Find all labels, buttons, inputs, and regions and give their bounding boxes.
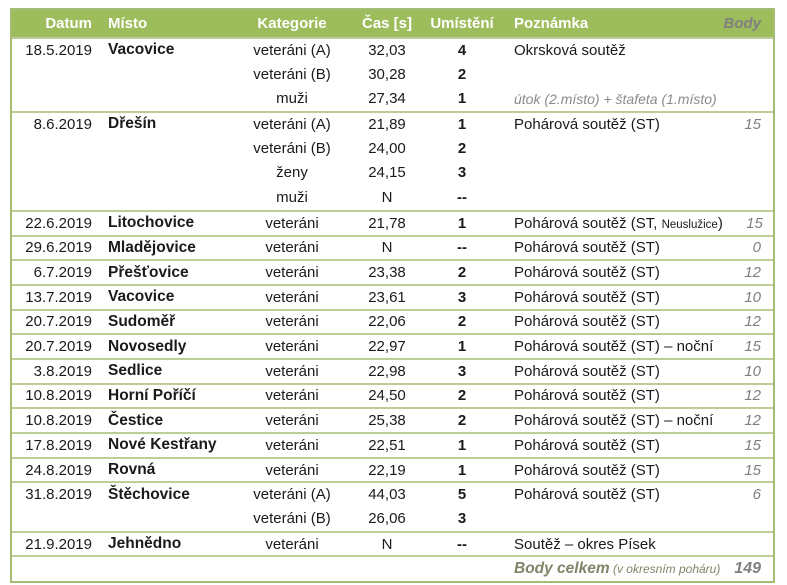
points-cell: 12 bbox=[744, 387, 761, 405]
date-cell: 10.8.2019 bbox=[25, 412, 92, 430]
time-cell: 21,89 bbox=[368, 115, 406, 133]
footer-label-cell bbox=[500, 560, 721, 578]
table-row bbox=[12, 358, 773, 383]
time-cell: 24,00 bbox=[368, 139, 406, 157]
note-cell bbox=[500, 387, 721, 404]
table-row bbox=[12, 235, 773, 260]
rank-cell: 2 bbox=[457, 387, 467, 405]
note-text: Pohárová soutěž (ST) bbox=[514, 362, 660, 380]
header-umisteni: Umístění bbox=[430, 15, 494, 32]
table-row bbox=[12, 531, 773, 556]
category-cell: veteráni (A) bbox=[253, 486, 331, 504]
date-cell: 22.6.2019 bbox=[25, 214, 92, 232]
date-cell: 17.8.2019 bbox=[25, 436, 92, 454]
time-cell: 23,38 bbox=[368, 264, 406, 282]
header-cas: Čas [s] bbox=[361, 15, 413, 32]
rank-cell: 1 bbox=[457, 338, 467, 356]
category-cell: veteráni bbox=[265, 239, 319, 257]
note-cell bbox=[500, 313, 721, 330]
category-cell: veteráni bbox=[265, 362, 319, 380]
header-datum: Datum bbox=[45, 15, 92, 32]
place-cell: Litochovice bbox=[108, 214, 195, 232]
note-cell bbox=[500, 338, 721, 355]
note-text: Pohárová soutěž (ST) bbox=[514, 436, 660, 454]
note-text: Pohárová soutěž (ST) – noční bbox=[514, 338, 714, 356]
note-cell bbox=[500, 289, 721, 306]
time-cell: 23,61 bbox=[368, 288, 406, 306]
category-cell: veteráni bbox=[265, 288, 319, 306]
note-text: Pohárová soutěž (ST) bbox=[514, 461, 660, 479]
date-cell: 10.8.2019 bbox=[25, 387, 92, 405]
table-footer-row bbox=[12, 555, 773, 581]
place-cell: Jehnědno bbox=[108, 535, 182, 553]
table-row bbox=[12, 210, 773, 235]
points-cell: 6 bbox=[752, 486, 761, 504]
time-cell: 22,06 bbox=[368, 313, 406, 331]
header-body: Body bbox=[723, 15, 761, 32]
time-cell: 24,50 bbox=[368, 387, 406, 405]
table-header-row bbox=[12, 10, 773, 37]
rank-cell: -- bbox=[457, 188, 467, 206]
date-cell: 3.8.2019 bbox=[33, 362, 92, 380]
time-cell: 21,78 bbox=[368, 214, 406, 232]
rank-cell: 3 bbox=[457, 362, 467, 380]
note-text: Pohárová soutěž (ST) bbox=[514, 313, 660, 331]
total-points-sublabel: (v okresním poháru) bbox=[609, 562, 721, 577]
rank-cell: -- bbox=[457, 239, 467, 257]
category-cell: veteráni bbox=[265, 214, 319, 232]
rank-cell: 5 bbox=[457, 486, 467, 504]
category-cell: veteráni (A) bbox=[253, 115, 331, 133]
time-cell: 24,15 bbox=[368, 164, 406, 182]
time-cell: 32,03 bbox=[368, 41, 406, 59]
table-row bbox=[12, 259, 773, 284]
place-cell: Horní Poříčí bbox=[108, 386, 196, 404]
place-cell: Přešťovice bbox=[108, 263, 189, 281]
category-cell: veteráni bbox=[265, 387, 319, 405]
category-cell: muži bbox=[276, 188, 308, 206]
note-text: Pohárová soutěž (ST) bbox=[514, 387, 660, 405]
category-cell: veteráni bbox=[265, 338, 319, 356]
place-cell: Rovná bbox=[108, 461, 156, 479]
note-text: Soutěž – okres Písek bbox=[514, 535, 656, 553]
note-text: útok (2.místo) + štafeta (1.místo) bbox=[514, 90, 717, 107]
note-cell bbox=[500, 42, 721, 59]
date-cell: 21.9.2019 bbox=[25, 535, 92, 553]
time-cell: 26,06 bbox=[368, 509, 406, 527]
table-row bbox=[12, 62, 773, 87]
place-cell: Sudoměř bbox=[108, 312, 176, 330]
date-cell: 20.7.2019 bbox=[25, 338, 92, 356]
date-cell: 31.8.2019 bbox=[25, 486, 92, 504]
note-post-text: ) bbox=[717, 214, 723, 232]
points-cell: 15 bbox=[744, 115, 761, 133]
table-row bbox=[12, 407, 773, 432]
category-cell: veteráni (B) bbox=[253, 139, 331, 157]
category-cell: ženy bbox=[276, 164, 308, 182]
header-misto: Místo bbox=[108, 15, 148, 32]
table-row bbox=[12, 383, 773, 408]
date-cell: 13.7.2019 bbox=[25, 288, 92, 306]
total-points-label: Body celkem bbox=[514, 560, 610, 578]
rank-cell: 1 bbox=[457, 115, 467, 133]
note-text: Pohárová soutěž (ST) bbox=[514, 239, 660, 257]
points-cell: 15 bbox=[744, 436, 761, 454]
note-text: Pohárová soutěž (ST) bbox=[514, 288, 660, 306]
date-cell: 6.7.2019 bbox=[33, 264, 92, 282]
note-cell bbox=[500, 116, 721, 133]
table-row bbox=[12, 160, 773, 185]
time-cell: 22,98 bbox=[368, 362, 406, 380]
note-text: Pohárová soutěž (ST) – noční bbox=[514, 412, 714, 430]
time-cell: 44,03 bbox=[368, 486, 406, 504]
note-cell bbox=[500, 91, 721, 107]
place-cell: Vacovice bbox=[108, 288, 175, 306]
note-text: Pohárová soutěž (ST, bbox=[514, 214, 662, 232]
time-cell: 25,38 bbox=[368, 412, 406, 430]
date-cell: 29.6.2019 bbox=[25, 239, 92, 257]
table-row bbox=[12, 284, 773, 309]
note-text: Pohárová soutěž (ST) bbox=[514, 486, 660, 504]
points-cell: 15 bbox=[744, 338, 761, 356]
category-cell: veteráni bbox=[265, 313, 319, 331]
table-row bbox=[12, 37, 773, 62]
place-cell: Vacovice bbox=[108, 41, 175, 59]
points-cell: 10 bbox=[744, 362, 761, 380]
rank-cell: 1 bbox=[457, 214, 467, 232]
table-row bbox=[12, 185, 773, 210]
table-row bbox=[12, 457, 773, 482]
results-table bbox=[10, 8, 775, 583]
time-cell: N bbox=[381, 239, 393, 257]
place-cell: Sedlice bbox=[108, 362, 163, 380]
points-cell: 15 bbox=[746, 214, 763, 232]
note-cell bbox=[500, 363, 721, 380]
note-cell bbox=[500, 536, 721, 553]
date-cell: 20.7.2019 bbox=[25, 313, 92, 331]
header-poznamka: Poznámka bbox=[514, 15, 589, 32]
note-cell bbox=[500, 264, 721, 281]
points-cell: 12 bbox=[744, 264, 761, 282]
date-cell: 18.5.2019 bbox=[25, 41, 92, 59]
time-cell: 30,28 bbox=[368, 65, 406, 83]
date-cell: 24.8.2019 bbox=[25, 461, 92, 479]
category-cell: veteráni bbox=[265, 264, 319, 282]
points-cell: 15 bbox=[744, 461, 761, 479]
category-cell: veteráni (B) bbox=[253, 509, 331, 527]
category-cell: veteráni (B) bbox=[253, 65, 331, 83]
note-cell bbox=[500, 437, 721, 454]
table-row bbox=[12, 481, 773, 506]
time-cell: 27,34 bbox=[368, 90, 406, 108]
note-cell bbox=[500, 486, 721, 503]
rank-cell: 2 bbox=[457, 313, 467, 331]
note-small-text: Neuslužice bbox=[661, 218, 718, 231]
place-cell: Štěchovice bbox=[108, 485, 190, 503]
category-cell: veteráni (A) bbox=[253, 41, 331, 59]
place-cell: Čestice bbox=[108, 411, 164, 429]
note-cell bbox=[500, 412, 721, 429]
note-cell bbox=[500, 462, 721, 479]
table-row bbox=[12, 86, 773, 111]
table-row bbox=[12, 136, 773, 161]
table-row bbox=[12, 333, 773, 358]
rank-cell: 1 bbox=[457, 461, 467, 479]
rank-cell: 3 bbox=[457, 164, 467, 182]
points-cell: 12 bbox=[744, 313, 761, 331]
rank-cell: 1 bbox=[457, 90, 467, 108]
table-row bbox=[12, 111, 773, 136]
note-text: Pohárová soutěž (ST) bbox=[514, 115, 660, 133]
header-kategorie: Kategorie bbox=[257, 15, 327, 32]
rank-cell: 2 bbox=[457, 65, 467, 83]
place-cell: Novosedly bbox=[108, 337, 187, 355]
table-row bbox=[12, 309, 773, 334]
time-cell: 22,51 bbox=[368, 436, 406, 454]
rank-cell: 1 bbox=[457, 436, 467, 454]
time-cell: 22,19 bbox=[368, 461, 406, 479]
rank-cell: 2 bbox=[457, 264, 467, 282]
points-cell: 10 bbox=[744, 288, 761, 306]
time-cell: 22,97 bbox=[368, 338, 406, 356]
category-cell: veteráni bbox=[265, 461, 319, 479]
note-cell bbox=[500, 239, 721, 256]
table-body bbox=[12, 37, 773, 555]
table-row bbox=[12, 506, 773, 531]
time-cell: N bbox=[381, 535, 393, 553]
place-cell: Mladějovice bbox=[108, 238, 196, 256]
place-cell: Nové Kestřany bbox=[108, 436, 217, 454]
rank-cell: -- bbox=[457, 535, 467, 553]
note-text: Okrsková soutěž bbox=[514, 41, 626, 59]
rank-cell: 3 bbox=[457, 288, 467, 306]
note-text: Pohárová soutěž (ST) bbox=[514, 264, 660, 282]
date-cell: 8.6.2019 bbox=[33, 115, 92, 133]
rank-cell: 3 bbox=[457, 509, 467, 527]
place-cell: Dřešín bbox=[108, 115, 157, 133]
points-cell: 12 bbox=[744, 412, 761, 430]
category-cell: veteráni bbox=[265, 535, 319, 553]
time-cell: N bbox=[381, 188, 393, 206]
rank-cell: 2 bbox=[457, 412, 467, 430]
points-cell: 0 bbox=[752, 239, 761, 257]
rank-cell: 4 bbox=[457, 41, 467, 59]
category-cell: veteráni bbox=[265, 436, 319, 454]
category-cell: muži bbox=[276, 90, 308, 108]
note-cell bbox=[500, 215, 723, 232]
table-row bbox=[12, 432, 773, 457]
category-cell: veteráni bbox=[265, 412, 319, 430]
rank-cell: 2 bbox=[457, 139, 467, 157]
total-points-value: 149 bbox=[734, 560, 761, 578]
